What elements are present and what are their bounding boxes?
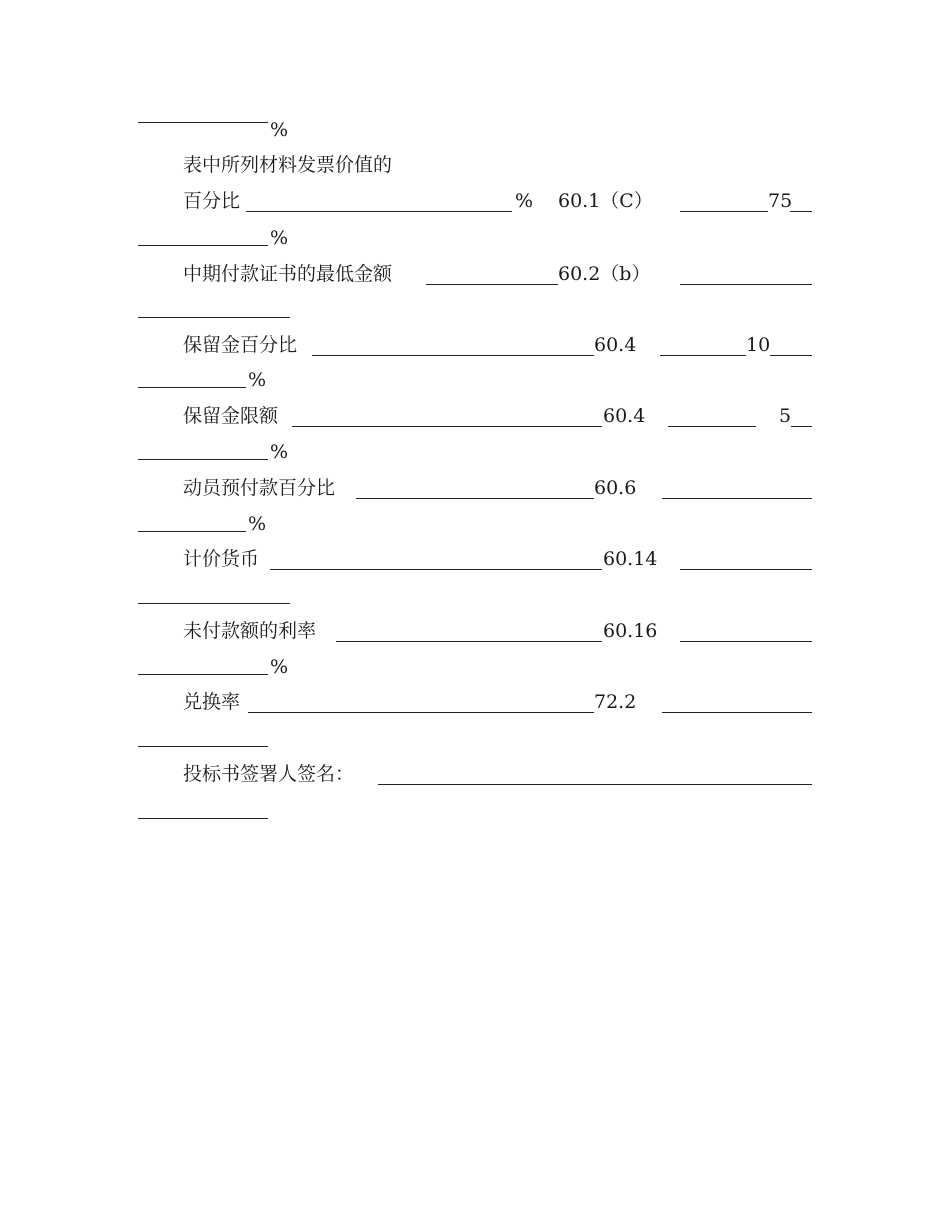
field-label-retention-limit: 保留金限额 [183,405,279,427]
blank-line[interactable] [680,211,768,212]
blank-line[interactable] [138,531,246,532]
clause-number: 72.2 [594,691,637,713]
blank-line[interactable] [138,317,290,318]
field-label-material-invoice: 表中所列材料发票价值的 [183,154,393,176]
clause-number: 60.4 [603,405,646,427]
clause-number: 60.4 [594,334,637,356]
clause-number: 60.14 [603,548,658,570]
signature-line[interactable] [378,784,812,785]
blank-line[interactable] [336,641,602,642]
blank-line[interactable] [660,355,746,356]
blank-line[interactable] [356,498,594,499]
blank-line[interactable] [668,426,756,427]
blank-line[interactable] [138,746,268,747]
blank-line[interactable] [312,355,594,356]
blank-line[interactable] [138,674,268,675]
blank-line[interactable] [680,641,812,642]
percent-sign: % [270,656,289,678]
blank-line[interactable] [662,712,812,713]
clause-number: 60.16 [603,620,658,642]
blank-line[interactable] [138,603,290,604]
blank-line[interactable] [680,569,812,570]
blank-line[interactable] [246,211,512,212]
percent-sign: % [270,119,289,141]
field-label-retention-percentage: 保留金百分比 [183,334,298,356]
blank-line[interactable] [770,355,812,356]
blank-line[interactable] [270,569,602,570]
field-label-mobilization-advance: 动员预付款百分比 [183,477,336,499]
percent-sign: % [248,513,267,535]
blank-line[interactable] [138,459,268,460]
percent-sign: % [248,369,267,391]
percent-sign: % [515,190,534,212]
blank-line[interactable] [138,245,268,246]
percent-sign: % [270,441,289,463]
blank-line[interactable] [248,712,594,713]
blank-line[interactable] [138,122,268,123]
blank-line[interactable] [791,426,812,427]
field-label-interim-payment: 中期付款证书的最低金额 [183,263,393,285]
clause-number: 60.2（b） [558,263,651,285]
blank-line[interactable] [662,498,812,499]
field-label-exchange-rate: 兑换率 [183,691,241,713]
clause-number: 60.6 [594,477,637,499]
percent-sign: % [270,227,289,249]
field-label-percentage: 百分比 [183,190,241,212]
blank-line[interactable] [790,211,812,212]
field-value[interactable]: 10 [746,334,771,356]
blank-line[interactable] [680,284,812,285]
blank-line[interactable] [138,387,246,388]
field-label-interest-rate: 未付款额的利率 [183,620,317,642]
field-label-currency: 计价货币 [183,548,260,570]
field-value[interactable]: 5 [779,405,792,427]
clause-number: 60.1（C） [558,190,653,212]
signature-line-continued[interactable] [138,818,268,819]
blank-line[interactable] [292,426,602,427]
field-value[interactable]: 75 [768,190,793,212]
blank-line[interactable] [426,284,558,285]
signature-label: 投标书签署人签名： [183,763,355,785]
